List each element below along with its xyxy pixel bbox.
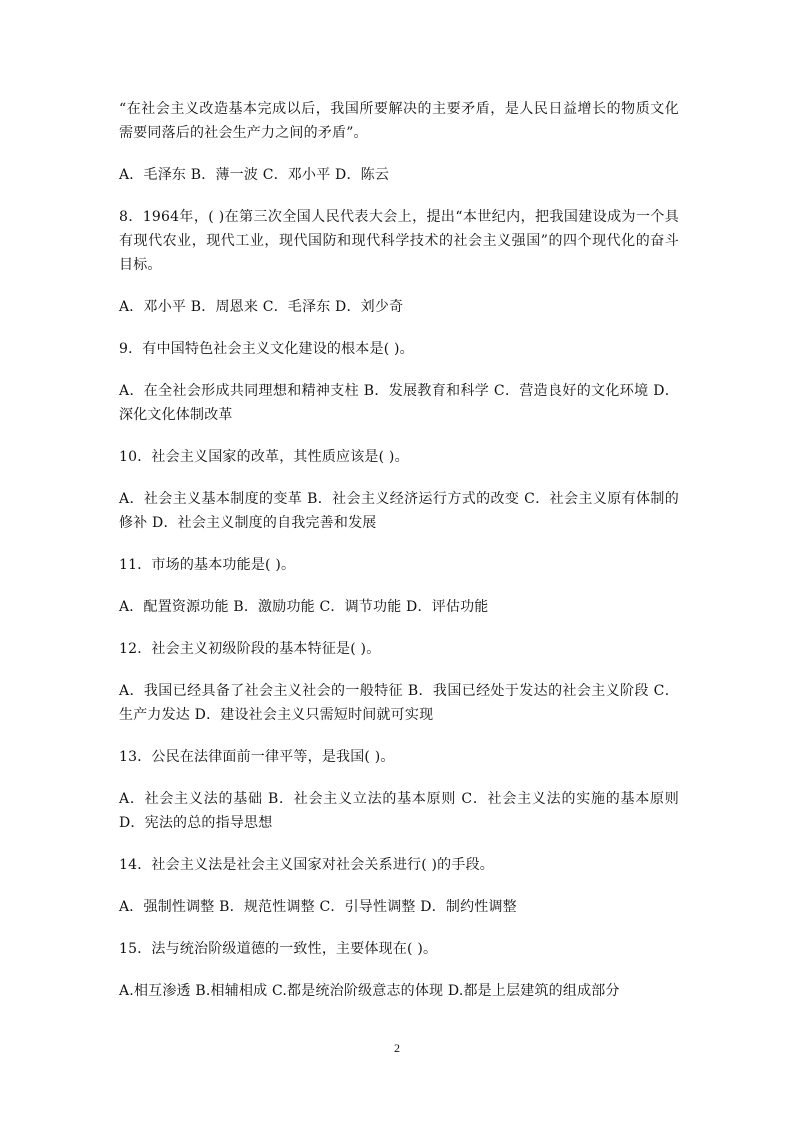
question-11-stem: 11．市场的基本功能是( )。 — [119, 557, 296, 573]
question-9-options: A．在全社会形成共同理想和精神支柱 B．发展教育和科学 C．营造良好的文化环境 D．深化文化体制改革 — [119, 383, 679, 423]
question-11-options: A．配置资源功能 B．激励功能 C．调节功能 D．评估功能 — [119, 599, 489, 615]
question-8-stem: 8．1964年，( )在第三次全国人民代表大会上，提出“本世纪内，把我国建设成为一个具有现代农业，现代工业，现代国防和现代科学技术的社会主义强国”的四个现代化的奋斗目标。 — [119, 209, 679, 273]
page-number: 2 — [394, 1041, 400, 1055]
question-14-options: A．强制性调整 B．规范性调整 C．引导性调整 D．制约性调整 — [119, 899, 517, 915]
document-body — [119, 97, 679, 1021]
question-13-options: A．社会主义法的基础 B．社会主义立法的基本原则 C．社会主义法的实施的基本原则 D．宪法的总的指导思想 — [119, 791, 679, 831]
question-8-options: A．邓小平 B．周恩来 C．毛泽东 D．刘少奇 — [119, 299, 404, 315]
question-7-options: A．毛泽东 B．薄一波 C．邓小平 D．陈云 — [119, 167, 390, 183]
question-12-stem: 12．社会主义初级阶段的基本特征是( )。 — [119, 641, 381, 657]
question-10-options: A．社会主义基本制度的变革 B．社会主义经济运行方式的改变 C．社会主义原有体制的修补 D．社会主义制度的自我完善和发展 — [119, 491, 679, 531]
question-15-stem: 15．法与统治阶级道德的一致性，主要体现在( )。 — [119, 941, 438, 957]
question-15-options: A.相互渗透 B.相辅相成 C.都是统治阶级意志的体现 D.都是上层建筑的组成部分 — [119, 983, 620, 999]
question-14-stem: 14．社会主义法是社会主义国家对社会关系进行( )的手段。 — [119, 857, 494, 873]
question-7-stem-continuation: “在社会主义改造基本完成以后，我国所要解决的主要矛盾，是人民日益增长的物质文化需要同落后的社会生产力之间的矛盾”。 — [119, 101, 679, 141]
question-10-stem: 10．社会主义国家的改革，其性质应该是( )。 — [119, 449, 409, 465]
question-13-stem: 13．公民在法律面前一律平等，是我国( )。 — [119, 749, 395, 765]
question-9-stem: 9．有中国特色社会主义文化建设的根本是( )。 — [119, 341, 414, 357]
question-12-options: A．我国已经具备了社会主义社会的一般特征 B．我国已经处于发达的社会主义阶段 C．生产力发达 D．建设社会主义只需短时间就可实现 — [119, 683, 679, 723]
